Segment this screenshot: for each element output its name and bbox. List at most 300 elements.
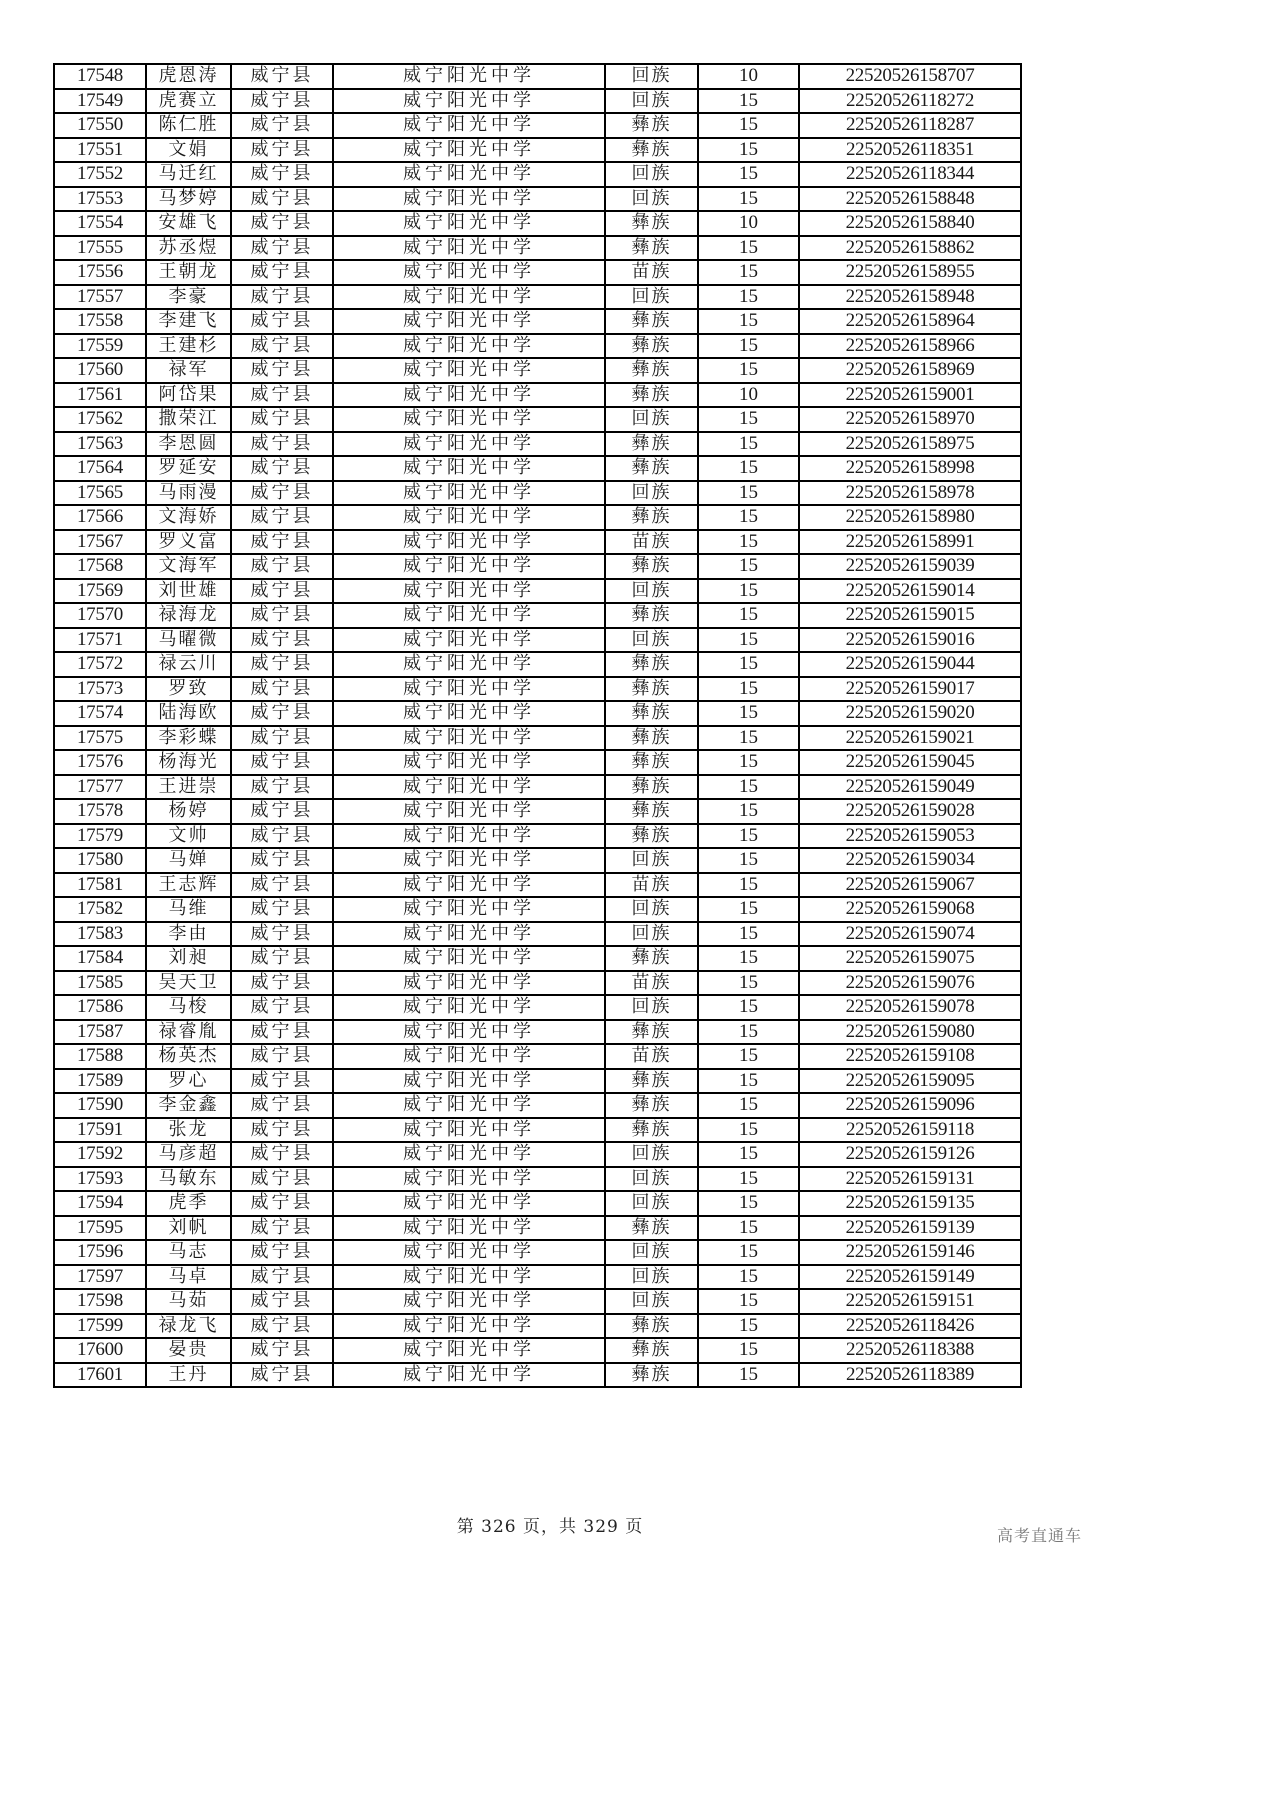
county-cell: 威宁县: [231, 1363, 333, 1388]
school-cell: 威宁阳光中学: [333, 579, 605, 604]
student-name-cell: 马卓: [146, 1265, 231, 1290]
page-number: 第 326 页，共 329 页: [456, 1517, 644, 1537]
school-cell: 威宁阳光中学: [333, 1338, 605, 1363]
county-cell: 威宁县: [231, 138, 333, 163]
school-cell: 威宁阳光中学: [333, 1044, 605, 1069]
table-row: [54, 285, 1021, 310]
ethnicity-cell: 彝族: [605, 113, 698, 138]
student-name-cell: 阿岱果: [146, 383, 231, 408]
row-number-cell: 17556: [54, 260, 146, 285]
student-name-cell: 刘昶: [146, 946, 231, 971]
row-number-cell: 17580: [54, 848, 146, 873]
table-row: [54, 799, 1021, 824]
bonus-points-cell: 15: [698, 1289, 799, 1314]
row-number-cell: 17557: [54, 285, 146, 310]
ethnicity-cell: 彝族: [605, 1020, 698, 1045]
table-row: [54, 530, 1021, 555]
row-number-cell: 17554: [54, 211, 146, 236]
bonus-points-cell: 15: [698, 505, 799, 530]
table-row: [54, 505, 1021, 530]
table-row: [54, 432, 1021, 457]
student-name-cell: 禄龙飞: [146, 1314, 231, 1339]
school-cell: 威宁阳光中学: [333, 1020, 605, 1045]
ethnicity-cell: 回族: [605, 285, 698, 310]
ethnicity-cell: 回族: [605, 1240, 698, 1265]
student-name-cell: 苏丞煜: [146, 236, 231, 261]
ethnicity-cell: 彝族: [605, 138, 698, 163]
ethnicity-cell: 回族: [605, 1191, 698, 1216]
candidate-id-cell: 22520526158955: [799, 260, 1021, 285]
table-row: [54, 1093, 1021, 1118]
candidate-id-cell: 22520526159076: [799, 971, 1021, 996]
candidate-id-cell: 22520526159096: [799, 1093, 1021, 1118]
school-cell: 威宁阳光中学: [333, 481, 605, 506]
table-row: [54, 677, 1021, 702]
candidate-id-cell: 22520526159078: [799, 995, 1021, 1020]
bonus-points-cell: 15: [698, 530, 799, 555]
ethnicity-cell: 回族: [605, 1265, 698, 1290]
candidate-id-cell: 22520526159044: [799, 652, 1021, 677]
student-name-cell: 李恩圆: [146, 432, 231, 457]
school-cell: 威宁阳光中学: [333, 334, 605, 359]
school-cell: 威宁阳光中学: [333, 358, 605, 383]
row-number-cell: 17583: [54, 922, 146, 947]
table-row: [54, 1069, 1021, 1094]
county-cell: 威宁县: [231, 824, 333, 849]
county-cell: 威宁县: [231, 603, 333, 628]
ethnicity-cell: 彝族: [605, 309, 698, 334]
row-number-cell: 17566: [54, 505, 146, 530]
row-number-cell: 17600: [54, 1338, 146, 1363]
table-row: [54, 652, 1021, 677]
county-cell: 威宁县: [231, 64, 333, 89]
student-name-cell: 马雨漫: [146, 481, 231, 506]
student-name-cell: 安雄飞: [146, 211, 231, 236]
candidate-id-cell: 22520526158948: [799, 285, 1021, 310]
school-cell: 威宁阳光中学: [333, 628, 605, 653]
student-name-cell: 马志: [146, 1240, 231, 1265]
ethnicity-cell: 彝族: [605, 799, 698, 824]
candidate-id-cell: 22520526159017: [799, 677, 1021, 702]
county-cell: 威宁县: [231, 1020, 333, 1045]
ethnicity-cell: 回族: [605, 995, 698, 1020]
bonus-points-cell: 15: [698, 652, 799, 677]
county-cell: 威宁县: [231, 162, 333, 187]
table-row: [54, 481, 1021, 506]
student-name-cell: 马迁红: [146, 162, 231, 187]
table-row: [54, 211, 1021, 236]
student-name-cell: 禄军: [146, 358, 231, 383]
candidate-id-cell: 22520526158964: [799, 309, 1021, 334]
student-name-cell: 马彦超: [146, 1142, 231, 1167]
candidate-id-cell: 22520526158707: [799, 64, 1021, 89]
row-number-cell: 17555: [54, 236, 146, 261]
county-cell: 威宁县: [231, 701, 333, 726]
bonus-points-cell: 15: [698, 1044, 799, 1069]
row-number-cell: 17575: [54, 726, 146, 751]
candidate-id-cell: 22520526158980: [799, 505, 1021, 530]
bonus-points-cell: 15: [698, 432, 799, 457]
county-cell: 威宁县: [231, 1167, 333, 1192]
ethnicity-cell: 回族: [605, 1289, 698, 1314]
row-number-cell: 17569: [54, 579, 146, 604]
school-cell: 威宁阳光中学: [333, 897, 605, 922]
ethnicity-cell: 回族: [605, 1142, 698, 1167]
county-cell: 威宁县: [231, 236, 333, 261]
school-cell: 威宁阳光中学: [333, 64, 605, 89]
row-number-cell: 17552: [54, 162, 146, 187]
row-number-cell: 17592: [54, 1142, 146, 1167]
county-cell: 威宁县: [231, 1191, 333, 1216]
table-row: [54, 334, 1021, 359]
ethnicity-cell: 彝族: [605, 1314, 698, 1339]
county-cell: 威宁县: [231, 530, 333, 555]
bonus-points-cell: 15: [698, 1363, 799, 1388]
bonus-points-cell: 15: [698, 481, 799, 506]
bonus-points-cell: 15: [698, 162, 799, 187]
school-cell: 威宁阳光中学: [333, 407, 605, 432]
table-row: [54, 971, 1021, 996]
table-row: [54, 775, 1021, 800]
table-row: [54, 554, 1021, 579]
ethnicity-cell: 回族: [605, 579, 698, 604]
bonus-points-cell: 15: [698, 285, 799, 310]
bonus-points-cell: 15: [698, 334, 799, 359]
row-number-cell: 17581: [54, 873, 146, 898]
candidate-id-cell: 22520526159095: [799, 1069, 1021, 1094]
table-row: [54, 1167, 1021, 1192]
candidate-id-cell: 22520526158969: [799, 358, 1021, 383]
school-cell: 威宁阳光中学: [333, 677, 605, 702]
bonus-points-cell: 15: [698, 1167, 799, 1192]
candidate-id-cell: 22520526159068: [799, 897, 1021, 922]
ethnicity-cell: 彝族: [605, 1093, 698, 1118]
table-row: [54, 64, 1021, 89]
table-row: [54, 1191, 1021, 1216]
row-number-cell: 17576: [54, 750, 146, 775]
bonus-points-cell: 15: [698, 358, 799, 383]
school-cell: 威宁阳光中学: [333, 799, 605, 824]
roster-table: [53, 63, 1022, 1388]
ethnicity-cell: 回族: [605, 922, 698, 947]
candidate-id-cell: 22520526159126: [799, 1142, 1021, 1167]
bonus-points-cell: 15: [698, 138, 799, 163]
ethnicity-cell: 苗族: [605, 1044, 698, 1069]
student-name-cell: 撒荣江: [146, 407, 231, 432]
school-cell: 威宁阳光中学: [333, 456, 605, 481]
county-cell: 威宁县: [231, 775, 333, 800]
school-cell: 威宁阳光中学: [333, 971, 605, 996]
school-cell: 威宁阳光中学: [333, 1216, 605, 1241]
county-cell: 威宁县: [231, 1338, 333, 1363]
candidate-id-cell: 22520526159028: [799, 799, 1021, 824]
ethnicity-cell: 彝族: [605, 750, 698, 775]
bonus-points-cell: 15: [698, 187, 799, 212]
candidate-id-cell: 22520526118344: [799, 162, 1021, 187]
row-number-cell: 17594: [54, 1191, 146, 1216]
candidate-id-cell: 22520526159108: [799, 1044, 1021, 1069]
row-number-cell: 17593: [54, 1167, 146, 1192]
bonus-points-cell: 15: [698, 1142, 799, 1167]
student-name-cell: 杨英杰: [146, 1044, 231, 1069]
school-cell: 威宁阳光中学: [333, 775, 605, 800]
table-row: [54, 1338, 1021, 1363]
school-cell: 威宁阳光中学: [333, 824, 605, 849]
bonus-points-cell: 15: [698, 971, 799, 996]
table-row: [54, 1118, 1021, 1143]
student-name-cell: 文海娇: [146, 505, 231, 530]
county-cell: 威宁县: [231, 113, 333, 138]
county-cell: 威宁县: [231, 1118, 333, 1143]
student-name-cell: 禄云川: [146, 652, 231, 677]
row-number-cell: 17589: [54, 1069, 146, 1094]
table-row: [54, 995, 1021, 1020]
school-cell: 威宁阳光中学: [333, 383, 605, 408]
county-cell: 威宁县: [231, 726, 333, 751]
student-name-cell: 王进崇: [146, 775, 231, 800]
candidate-id-cell: 22520526118389: [799, 1363, 1021, 1388]
candidate-id-cell: 22520526159020: [799, 701, 1021, 726]
ethnicity-cell: 彝族: [605, 677, 698, 702]
county-cell: 威宁县: [231, 677, 333, 702]
student-name-cell: 文娟: [146, 138, 231, 163]
candidate-id-cell: 22520526159067: [799, 873, 1021, 898]
candidate-id-cell: 22520526159151: [799, 1289, 1021, 1314]
table-row: [54, 89, 1021, 114]
row-number-cell: 17563: [54, 432, 146, 457]
ethnicity-cell: 彝族: [605, 505, 698, 530]
table-row: [54, 1314, 1021, 1339]
county-cell: 威宁县: [231, 481, 333, 506]
county-cell: 威宁县: [231, 358, 333, 383]
ethnicity-cell: 回族: [605, 187, 698, 212]
county-cell: 威宁县: [231, 1142, 333, 1167]
table-row: [54, 138, 1021, 163]
ethnicity-cell: 回族: [605, 407, 698, 432]
school-cell: 威宁阳光中学: [333, 236, 605, 261]
table-row: [54, 187, 1021, 212]
candidate-id-cell: 22520526158998: [799, 456, 1021, 481]
county-cell: 威宁县: [231, 456, 333, 481]
student-name-cell: 马曜微: [146, 628, 231, 653]
candidate-id-cell: 22520526159039: [799, 554, 1021, 579]
row-number-cell: 17587: [54, 1020, 146, 1045]
watermark-logo-text: 高考直通车: [996, 1526, 1082, 1545]
student-name-cell: 虎季: [146, 1191, 231, 1216]
candidate-id-cell: 22520526159001: [799, 383, 1021, 408]
school-cell: 威宁阳光中学: [333, 995, 605, 1020]
table-row: [54, 260, 1021, 285]
ethnicity-cell: 彝族: [605, 236, 698, 261]
bonus-points-cell: 15: [698, 995, 799, 1020]
row-number-cell: 17548: [54, 64, 146, 89]
county-cell: 威宁县: [231, 211, 333, 236]
ethnicity-cell: 回族: [605, 897, 698, 922]
student-name-cell: 陆海欧: [146, 701, 231, 726]
school-cell: 威宁阳光中学: [333, 1167, 605, 1192]
candidate-id-cell: 22520526158848: [799, 187, 1021, 212]
school-cell: 威宁阳光中学: [333, 946, 605, 971]
ethnicity-cell: 苗族: [605, 530, 698, 555]
candidate-id-cell: 22520526118426: [799, 1314, 1021, 1339]
bonus-points-cell: 15: [698, 750, 799, 775]
row-number-cell: 17568: [54, 554, 146, 579]
student-name-cell: 虎恩涛: [146, 64, 231, 89]
county-cell: 威宁县: [231, 1265, 333, 1290]
table-row: [54, 873, 1021, 898]
candidate-id-cell: 22520526159118: [799, 1118, 1021, 1143]
table-row: [54, 358, 1021, 383]
candidate-id-cell: 22520526159014: [799, 579, 1021, 604]
county-cell: 威宁县: [231, 309, 333, 334]
ethnicity-cell: 彝族: [605, 1118, 698, 1143]
county-cell: 威宁县: [231, 260, 333, 285]
bonus-points-cell: 10: [698, 383, 799, 408]
table-row: [54, 1265, 1021, 1290]
row-number-cell: 17579: [54, 824, 146, 849]
county-cell: 威宁县: [231, 1044, 333, 1069]
student-name-cell: 李豪: [146, 285, 231, 310]
bonus-points-cell: 15: [698, 677, 799, 702]
bonus-points-cell: 15: [698, 1020, 799, 1045]
bonus-points-cell: 15: [698, 1118, 799, 1143]
county-cell: 威宁县: [231, 946, 333, 971]
table-row: [54, 824, 1021, 849]
student-name-cell: 马茹: [146, 1289, 231, 1314]
bonus-points-cell: 15: [698, 89, 799, 114]
table-row: [54, 726, 1021, 751]
table-row: [54, 848, 1021, 873]
school-cell: 威宁阳光中学: [333, 285, 605, 310]
school-cell: 威宁阳光中学: [333, 1240, 605, 1265]
student-name-cell: 罗致: [146, 677, 231, 702]
bonus-points-cell: 15: [698, 554, 799, 579]
bonus-points-cell: 15: [698, 946, 799, 971]
school-cell: 威宁阳光中学: [333, 848, 605, 873]
roster-body: [54, 64, 1021, 1387]
candidate-id-cell: 22520526158991: [799, 530, 1021, 555]
school-cell: 威宁阳光中学: [333, 726, 605, 751]
bonus-points-cell: 15: [698, 1338, 799, 1363]
county-cell: 威宁县: [231, 799, 333, 824]
school-cell: 威宁阳光中学: [333, 187, 605, 212]
student-name-cell: 王建杉: [146, 334, 231, 359]
row-number-cell: 17572: [54, 652, 146, 677]
bonus-points-cell: 15: [698, 824, 799, 849]
county-cell: 威宁县: [231, 187, 333, 212]
county-cell: 威宁县: [231, 652, 333, 677]
candidate-id-cell: 22520526159016: [799, 628, 1021, 653]
county-cell: 威宁县: [231, 971, 333, 996]
row-number-cell: 17553: [54, 187, 146, 212]
bonus-points-cell: 15: [698, 701, 799, 726]
school-cell: 威宁阳光中学: [333, 922, 605, 947]
school-cell: 威宁阳光中学: [333, 530, 605, 555]
bonus-points-cell: 15: [698, 1216, 799, 1241]
school-cell: 威宁阳光中学: [333, 138, 605, 163]
school-cell: 威宁阳光中学: [333, 1191, 605, 1216]
row-number-cell: 17584: [54, 946, 146, 971]
bonus-points-cell: 15: [698, 1093, 799, 1118]
county-cell: 威宁县: [231, 1216, 333, 1241]
school-cell: 威宁阳光中学: [333, 432, 605, 457]
table-row: [54, 407, 1021, 432]
table-row: [54, 1044, 1021, 1069]
student-name-cell: 李彩蝶: [146, 726, 231, 751]
table-row: [54, 236, 1021, 261]
row-number-cell: 17590: [54, 1093, 146, 1118]
row-number-cell: 17562: [54, 407, 146, 432]
candidate-id-cell: 22520526118351: [799, 138, 1021, 163]
candidate-id-cell: 22520526159074: [799, 922, 1021, 947]
school-cell: 威宁阳光中学: [333, 1265, 605, 1290]
school-cell: 威宁阳光中学: [333, 603, 605, 628]
school-cell: 威宁阳光中学: [333, 211, 605, 236]
student-name-cell: 刘世雄: [146, 579, 231, 604]
candidate-id-cell: 22520526159034: [799, 848, 1021, 873]
student-name-cell: 陈仁胜: [146, 113, 231, 138]
candidate-id-cell: 22520526158840: [799, 211, 1021, 236]
bonus-points-cell: 15: [698, 579, 799, 604]
student-name-cell: 马梭: [146, 995, 231, 1020]
bonus-points-cell: 15: [698, 726, 799, 751]
table-row: [54, 946, 1021, 971]
school-cell: 威宁阳光中学: [333, 750, 605, 775]
candidate-id-cell: 22520526159053: [799, 824, 1021, 849]
student-name-cell: 杨海光: [146, 750, 231, 775]
school-cell: 威宁阳光中学: [333, 652, 605, 677]
student-name-cell: 马梦婷: [146, 187, 231, 212]
row-number-cell: 17601: [54, 1363, 146, 1388]
county-cell: 威宁县: [231, 1240, 333, 1265]
student-name-cell: 马敏东: [146, 1167, 231, 1192]
ethnicity-cell: 彝族: [605, 358, 698, 383]
ethnicity-cell: 彝族: [605, 1216, 698, 1241]
ethnicity-cell: 苗族: [605, 971, 698, 996]
student-name-cell: 王朝龙: [146, 260, 231, 285]
candidate-id-cell: 22520526159139: [799, 1216, 1021, 1241]
student-name-cell: 刘帆: [146, 1216, 231, 1241]
row-number-cell: 17596: [54, 1240, 146, 1265]
ethnicity-cell: 苗族: [605, 873, 698, 898]
school-cell: 威宁阳光中学: [333, 701, 605, 726]
student-name-cell: 李建飞: [146, 309, 231, 334]
ethnicity-cell: 彝族: [605, 211, 698, 236]
county-cell: 威宁县: [231, 1093, 333, 1118]
bonus-points-cell: 10: [698, 211, 799, 236]
student-name-cell: 马婵: [146, 848, 231, 873]
candidate-id-cell: 22520526159049: [799, 775, 1021, 800]
candidate-id-cell: 22520526159080: [799, 1020, 1021, 1045]
student-name-cell: 张龙: [146, 1118, 231, 1143]
county-cell: 威宁县: [231, 505, 333, 530]
candidate-id-cell: 22520526159045: [799, 750, 1021, 775]
bonus-points-cell: 15: [698, 260, 799, 285]
school-cell: 威宁阳光中学: [333, 1363, 605, 1388]
county-cell: 威宁县: [231, 922, 333, 947]
school-cell: 威宁阳光中学: [333, 1142, 605, 1167]
ethnicity-cell: 回族: [605, 481, 698, 506]
ethnicity-cell: 彝族: [605, 775, 698, 800]
county-cell: 威宁县: [231, 579, 333, 604]
ethnicity-cell: 苗族: [605, 260, 698, 285]
ethnicity-cell: 彝族: [605, 1363, 698, 1388]
student-name-cell: 文海军: [146, 554, 231, 579]
bonus-points-cell: 15: [698, 1265, 799, 1290]
row-number-cell: 17578: [54, 799, 146, 824]
bonus-points-cell: 15: [698, 603, 799, 628]
county-cell: 威宁县: [231, 89, 333, 114]
